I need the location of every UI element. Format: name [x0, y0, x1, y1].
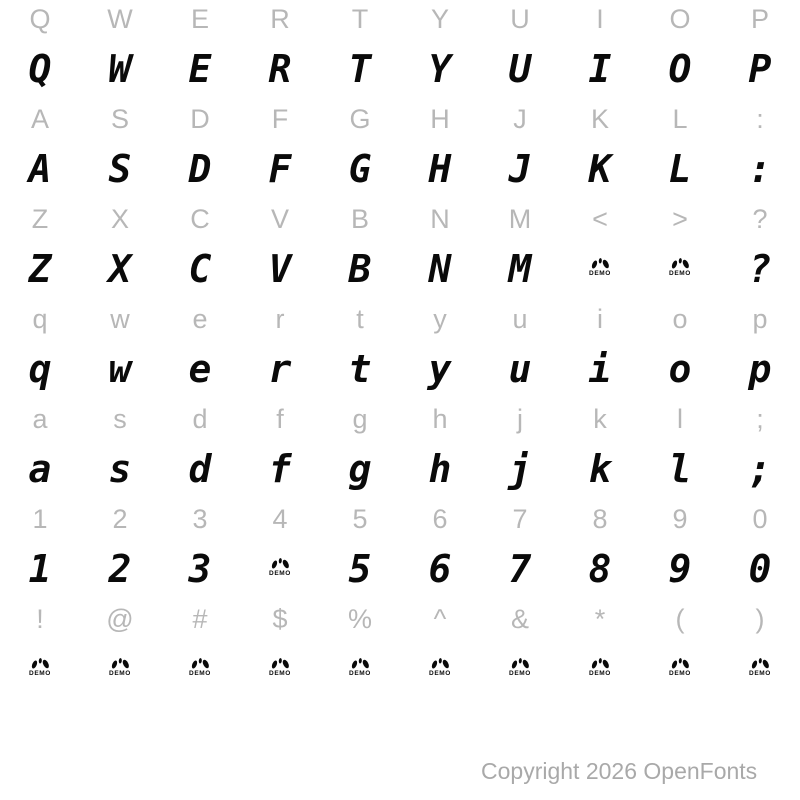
- glyph-cell: O: [669, 3, 691, 34]
- glyph-cell: a: [32, 403, 48, 434]
- glyph-cell: W: [107, 3, 133, 34]
- glyph-cell: S: [110, 103, 129, 134]
- glyph-cell: &: [510, 603, 529, 634]
- demo-petals-icon: [749, 657, 771, 670]
- demo-placeholder-glyph: [640, 238, 720, 300]
- preview-row-gray: [0, 0, 800, 38]
- glyph-cell: f: [268, 447, 292, 491]
- demo-placeholder-glyph: [720, 638, 800, 700]
- glyph-cell: j: [517, 403, 523, 434]
- glyph-cell: 3: [188, 547, 212, 591]
- glyph-cell: Q: [28, 47, 52, 91]
- glyph-cell: M: [508, 247, 532, 291]
- demo-mark: [269, 657, 291, 678]
- demo-placeholder-glyph: [480, 638, 560, 700]
- glyph-cell: f: [276, 403, 284, 434]
- glyph-cell: B: [348, 247, 372, 291]
- glyph-cell: g: [348, 447, 372, 491]
- glyph-cell: M: [508, 203, 532, 234]
- glyph-cell: 8: [592, 503, 608, 534]
- glyph-cell: Y: [428, 47, 452, 91]
- glyph-cell: C: [188, 247, 212, 291]
- preview-row-gray: [0, 100, 800, 138]
- glyph-cell: y: [428, 347, 452, 391]
- glyph-cell: 0: [748, 547, 772, 591]
- glyph-cell: K: [590, 103, 609, 134]
- glyph-cell: 3: [192, 503, 208, 534]
- preview-row-gray: [0, 300, 800, 338]
- glyph-cell: J: [513, 103, 527, 134]
- demo-placeholder-glyph: [560, 638, 640, 700]
- glyph-cell: L: [672, 103, 688, 134]
- glyph-cell: i: [588, 347, 612, 391]
- glyph-cell: 6: [428, 547, 452, 591]
- demo-mark: [589, 657, 611, 678]
- glyph-cell: J: [508, 147, 532, 191]
- glyph-cell: D: [188, 147, 212, 191]
- preview-row-gray: [0, 600, 800, 638]
- glyph-cell: 8: [588, 547, 612, 591]
- demo-label: DEMO: [669, 269, 691, 277]
- glyph-cell: 6: [432, 503, 448, 534]
- demo-mark: [269, 557, 291, 578]
- glyph-cell: @: [106, 603, 134, 634]
- glyph-cell: H: [428, 147, 452, 191]
- glyph-cell: H: [430, 103, 450, 134]
- glyph-cell: ?: [748, 247, 772, 291]
- glyph-cell: :: [756, 103, 764, 134]
- glyph-cell: Y: [430, 3, 449, 34]
- glyph-cell: u: [508, 347, 532, 391]
- preview-row-black: [0, 238, 800, 300]
- glyph-cell: U: [510, 3, 530, 34]
- glyph-cell: l: [668, 447, 692, 491]
- glyph-cell: T: [348, 47, 372, 91]
- glyph-cell: W: [108, 47, 132, 91]
- glyph-cell: d: [192, 403, 208, 434]
- demo-petals-icon: [509, 657, 531, 670]
- glyph-cell: A: [30, 103, 49, 134]
- glyph-cell: R: [268, 47, 292, 91]
- glyph-cell: %: [347, 603, 372, 634]
- demo-mark: [669, 657, 691, 678]
- glyph-cell: G: [349, 103, 371, 134]
- demo-label: DEMO: [189, 669, 211, 677]
- glyph-cell: o: [668, 347, 692, 391]
- glyph-cell: <: [592, 203, 608, 234]
- glyph-cell: X: [108, 247, 132, 291]
- glyph-cell: >: [672, 203, 688, 234]
- glyph-cell: 2: [112, 503, 128, 534]
- demo-petals-icon: [349, 657, 371, 670]
- demo-placeholder-glyph: [640, 638, 720, 700]
- glyph-cell: P: [750, 3, 769, 34]
- demo-placeholder-glyph: [400, 638, 480, 700]
- glyph-cell: U: [508, 47, 532, 91]
- glyph-cell: I: [596, 3, 604, 34]
- glyph-cell: T: [351, 3, 369, 34]
- glyph-cell: 7: [512, 503, 528, 534]
- glyph-cell: o: [672, 303, 688, 334]
- glyph-cell: F: [268, 147, 292, 191]
- demo-label: DEMO: [509, 669, 531, 677]
- glyph-cell: 9: [668, 547, 692, 591]
- demo-label: DEMO: [269, 569, 291, 577]
- demo-petals-icon: [269, 657, 291, 670]
- glyph-cell: O: [668, 47, 692, 91]
- glyph-cell: B: [350, 203, 369, 234]
- demo-mark: [669, 257, 691, 278]
- glyph-cell: X: [110, 203, 129, 234]
- glyph-cell: V: [270, 203, 289, 234]
- glyph-cell: 1: [32, 503, 48, 534]
- glyph-cell: S: [108, 147, 132, 191]
- preview-row-black: [0, 138, 800, 200]
- glyph-cell: (: [675, 603, 685, 634]
- glyph-cell: t: [348, 347, 372, 391]
- demo-placeholder-glyph: [240, 538, 320, 600]
- demo-label: DEMO: [109, 669, 131, 677]
- glyph-cell: k: [593, 403, 607, 434]
- glyph-cell: w: [108, 347, 132, 391]
- demo-petals-icon: [109, 657, 131, 670]
- glyph-cell: P: [748, 47, 772, 91]
- glyph-cell: e: [192, 303, 208, 334]
- demo-label: DEMO: [29, 669, 51, 677]
- glyph-cell: 7: [508, 547, 532, 591]
- glyph-cell: k: [588, 447, 612, 491]
- glyph-cell: h: [428, 447, 452, 491]
- glyph-cell: 0: [752, 503, 768, 534]
- glyph-row-pair-2: [0, 100, 800, 200]
- glyph-cell: t: [356, 303, 364, 334]
- demo-mark: [429, 657, 451, 678]
- glyph-cell: I: [588, 47, 612, 91]
- glyph-row-pair-7: [0, 600, 800, 700]
- demo-petals-icon: [189, 657, 211, 670]
- demo-petals-icon: [669, 657, 691, 670]
- glyph-row-pair-1: [0, 0, 800, 100]
- glyph-cell: a: [28, 447, 52, 491]
- glyph-cell: Q: [29, 3, 51, 34]
- demo-petals-icon: [29, 657, 51, 670]
- glyph-cell: r: [268, 347, 292, 391]
- copyright-notice: Copyright 2026 OpenFonts: [481, 758, 758, 784]
- glyph-cell: 4: [272, 503, 288, 534]
- demo-mark: [509, 657, 531, 678]
- demo-label: DEMO: [269, 669, 291, 677]
- demo-placeholder-glyph: [80, 638, 160, 700]
- glyph-cell: K: [588, 147, 612, 191]
- glyph-cell: V: [268, 247, 292, 291]
- glyph-cell: g: [352, 403, 368, 434]
- glyph-cell: s: [108, 447, 132, 491]
- glyph-cell: j: [508, 447, 532, 491]
- glyph-row-pair-4: [0, 300, 800, 400]
- preview-row-black: [0, 38, 800, 100]
- glyph-cell: ^: [433, 603, 447, 634]
- demo-mark: [589, 257, 611, 278]
- glyph-cell: q: [32, 303, 48, 334]
- glyph-row-pair-3: [0, 200, 800, 300]
- glyph-cell: E: [190, 3, 209, 34]
- preview-row-gray: [0, 400, 800, 438]
- demo-petals-icon: [669, 257, 691, 270]
- glyph-cell: p: [752, 303, 768, 334]
- preview-row-black: [0, 638, 800, 700]
- glyph-cell: !: [36, 603, 44, 634]
- demo-mark: [109, 657, 131, 678]
- glyph-row-pair-5: [0, 400, 800, 500]
- demo-label: DEMO: [429, 669, 451, 677]
- glyph-cell: w: [110, 303, 130, 334]
- demo-mark: [189, 657, 211, 678]
- glyph-cell: R: [270, 3, 290, 34]
- glyph-cell: q: [28, 347, 52, 391]
- preview-row-gray: [0, 200, 800, 238]
- preview-row-black: [0, 338, 800, 400]
- glyph-cell: i: [597, 303, 603, 334]
- glyph-cell: ;: [756, 403, 764, 434]
- demo-placeholder-glyph: [0, 638, 80, 700]
- glyph-cell: $: [272, 603, 288, 634]
- glyph-cell: 1: [28, 547, 52, 591]
- glyph-cell: 5: [348, 547, 372, 591]
- demo-petals-icon: [269, 557, 291, 570]
- glyph-cell: p: [748, 347, 772, 391]
- glyph-cell: r: [275, 303, 285, 334]
- glyph-cell: 9: [672, 503, 688, 534]
- preview-row-black: [0, 438, 800, 500]
- demo-label: DEMO: [589, 269, 611, 277]
- demo-petals-icon: [589, 657, 611, 670]
- demo-mark: [29, 657, 51, 678]
- glyph-cell: 5: [352, 503, 368, 534]
- glyph-row-pair-6: [0, 500, 800, 600]
- glyph-cell: E: [188, 47, 212, 91]
- demo-mark: [349, 657, 371, 678]
- glyph-cell: e: [188, 347, 212, 391]
- glyph-cell: N: [428, 247, 452, 291]
- demo-placeholder-glyph: [320, 638, 400, 700]
- demo-petals-icon: [589, 257, 611, 270]
- glyph-cell: 2: [108, 547, 132, 591]
- glyph-cell: s: [113, 403, 127, 434]
- glyph-cell: #: [192, 603, 208, 634]
- preview-row-black: [0, 538, 800, 600]
- glyph-cell: A: [28, 147, 52, 191]
- demo-label: DEMO: [349, 669, 371, 677]
- demo-label: DEMO: [589, 669, 611, 677]
- glyph-cell: C: [190, 203, 210, 234]
- glyph-cell: l: [677, 403, 683, 434]
- demo-mark: [749, 657, 771, 678]
- glyph-cell: G: [348, 147, 372, 191]
- demo-placeholder-glyph: [240, 638, 320, 700]
- glyph-cell: d: [188, 447, 212, 491]
- glyph-cell: ): [755, 603, 765, 634]
- demo-label: DEMO: [669, 669, 691, 677]
- glyph-cell: ?: [752, 203, 768, 234]
- demo-label: DEMO: [749, 669, 771, 677]
- demo-placeholder-glyph: [160, 638, 240, 700]
- glyph-cell: D: [190, 103, 210, 134]
- glyph-cell: Z: [31, 203, 49, 234]
- glyph-cell: h: [432, 403, 448, 434]
- glyph-cell: L: [668, 147, 692, 191]
- glyph-cell: u: [512, 303, 528, 334]
- preview-row-gray: [0, 500, 800, 538]
- glyph-cell: Z: [28, 247, 52, 291]
- glyph-cell: ;: [748, 447, 772, 491]
- demo-placeholder-glyph: [560, 238, 640, 300]
- glyph-cell: N: [430, 203, 450, 234]
- glyph-cell: *: [594, 603, 606, 634]
- glyph-cell: F: [271, 103, 289, 134]
- demo-petals-icon: [429, 657, 451, 670]
- glyph-cell: y: [433, 303, 447, 334]
- glyph-cell: :: [748, 147, 772, 191]
